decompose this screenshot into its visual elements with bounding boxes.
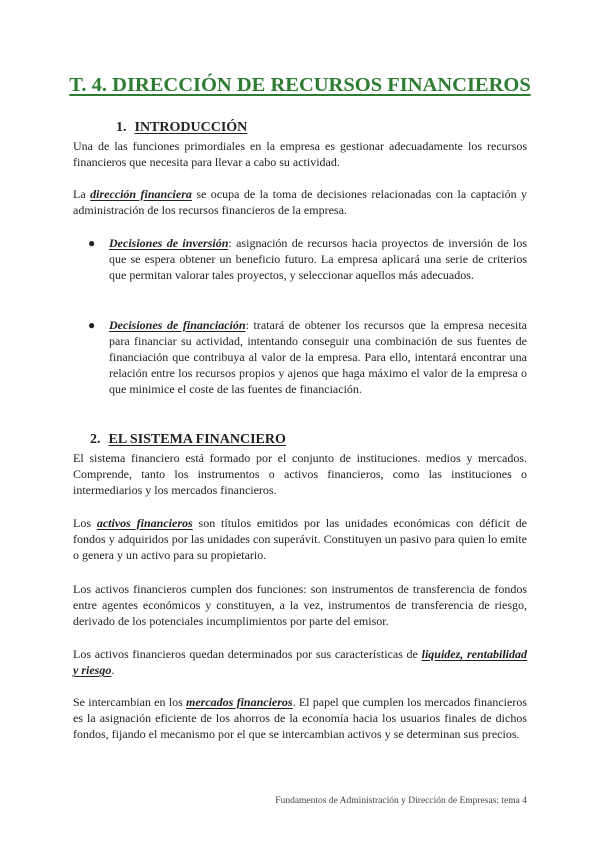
list-item-text	[109, 317, 527, 397]
text-run: Los activos financieros quedan determinados por sus características de	[73, 647, 422, 661]
key-term: Decisiones de inversión	[109, 236, 229, 250]
section-heading-sistema-financiero	[90, 432, 286, 448]
paragraph: Una de las funciones primordiales en la empresa es gestionar adecuadamente los recursos financieros que necesita para llevar a cabo su actividad.	[73, 139, 527, 169]
paragraph	[73, 186, 527, 218]
key-term: activos financieros	[96, 516, 193, 530]
page-footer: Fundamentos de Administración y Dirección de Empresas: tema 4	[275, 796, 527, 806]
list-item	[90, 235, 527, 283]
key-term: dirección financiera	[90, 187, 192, 201]
section-number: 1.	[116, 120, 127, 135]
section-number: 2.	[90, 432, 101, 447]
key-term: Decisiones de financiación	[109, 318, 246, 332]
text-run: Se intercambian en los	[73, 695, 186, 709]
section-heading-text: INTRODUCCIÓN	[134, 120, 248, 135]
paragraph	[73, 694, 527, 742]
text-run: : tratará de obtener los recursos que la empresa necesita para financiar su actividad, intentando conseguir una combinación de sus fuentes de financiación que contribuya al valor de la empresa. Para ello, intentará encontrar una relación entre los recursos propios y ajenos que haga máximo el valor de la empresa o que minimice el coste de las fuentes de financiación.	[109, 318, 527, 396]
text-run: son títulos emitidos por las unidades económicas con déficit de fondos y adquiridos por las unidades con superávit. Constituyen un pasivo para quien lo emite o genera y un activo para su propietario.	[73, 516, 528, 562]
paragraph	[73, 646, 527, 678]
key-term: liquidez, rentabilidad y riesgo	[73, 647, 527, 677]
document-title: T. 4. DIRECCIÓN DE RECURSOS FINANCIEROS	[69, 74, 531, 96]
text-run: Los	[73, 516, 97, 530]
text-run: .	[111, 663, 115, 677]
section-heading-introduccion	[116, 120, 247, 136]
section-heading-text: EL SISTEMA FINANCIERO	[108, 432, 286, 447]
bullet-icon: ●	[88, 318, 96, 332]
bullet-icon: ●	[88, 236, 96, 250]
paragraph	[73, 515, 527, 563]
text-run: : asignación de recursos hacia proyectos de inversión de los que se espera obtener un beneficio futuro. La empresa aplicará una serie de criterios que permitan valorar tales proyectos, y seleccionar aquellos más adecuados.	[109, 236, 527, 282]
text-run: . El papel que cumplen los mercados financieros es la asignación eficiente de los ahorros de la economía hacia los usuarios finales de dichos fondos, fijando el mecanismo por el que se intercambian activos y se determinan sus precios.	[73, 695, 527, 741]
paragraph: Los activos financieros cumplen dos funciones: son instrumentos de transferencia de fondos entre agentes económicos y constituyen, a la vez, instrumentos de transferencia de riesgo, derivado de los potenciales incumplimientos por parte del emisor.	[73, 582, 527, 628]
key-term: mercados financieros	[186, 695, 293, 709]
paragraph: El sistema financiero está formado por el conjunto de instituciones. medios y mercados. Comprende, tanto los instrumentos o activos financieros, como las instituciones o intermediarios y los mercados financieros.	[73, 451, 527, 497]
list-item	[90, 317, 527, 397]
list-item-text	[109, 235, 527, 283]
text-run: La	[73, 187, 91, 201]
text-run: se ocupa de la toma de decisiones relacionadas con la captación y administración de los recursos financieros de la empresa.	[73, 187, 528, 217]
